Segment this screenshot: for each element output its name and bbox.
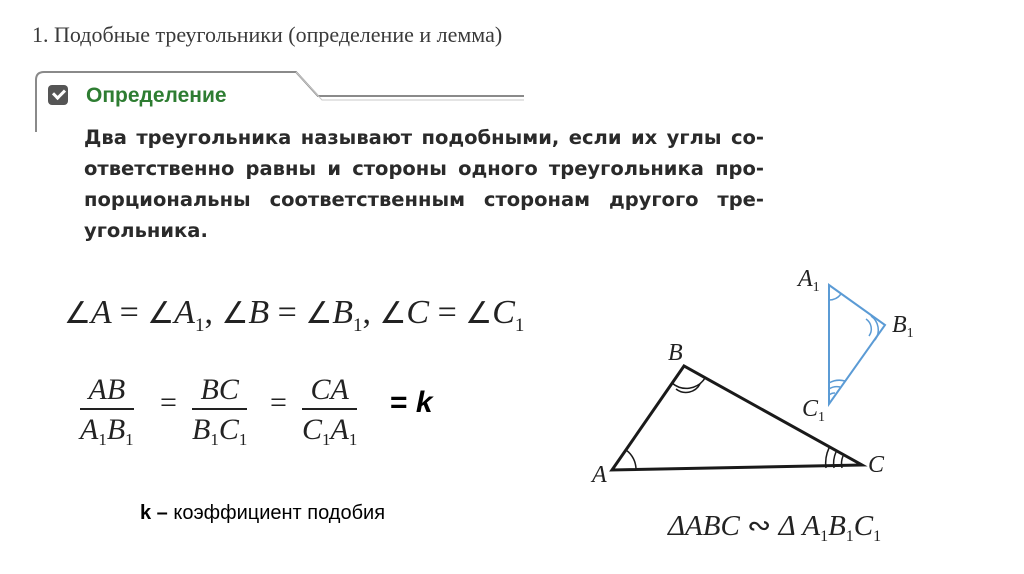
similarity-coefficient-equation: = k: [390, 386, 433, 419]
vertex-label-a1: $A_1$: [798, 266, 820, 295]
ratio-ca: $\frac{CA}{C_1A_1}$: [302, 373, 358, 449]
vertex-label-c: C: [868, 452, 885, 478]
definition-line: ответственно равны и стороны одного треугольника про-: [84, 157, 764, 180]
coefficient-note: k – коэффициент подобия: [140, 502, 386, 524]
vertex-label-b: B: [668, 340, 683, 366]
angle-equalities: ∠A = $\angle A_1$, ∠B = $\angle B_1$, ∠C = $\angle C_1$: [64, 294, 525, 336]
ratio-ab: $\frac{AB}{A_1B_1}$: [80, 373, 134, 449]
definition-line: порциональны соответственным сторонам другого тре-: [84, 188, 764, 211]
vertex-label-b1: $B_1$: [892, 312, 914, 341]
definition-line: угольника.: [84, 219, 208, 242]
ratio-bc: $\frac{BC}{B_1C_1}$: [192, 373, 248, 449]
vertex-label-a: A: [592, 462, 607, 488]
vertex-label-c1: $C_1$: [802, 396, 826, 425]
ratio-equals: =: [160, 386, 177, 419]
section-title: 1. Подобные треугольники (определение и лемма): [32, 22, 503, 47]
similarity-statement: ΔABC ∾ Δ $A_1B_1C_1$: [668, 510, 882, 545]
definition-line: Два треугольника называют подобными, если их углы со-: [84, 126, 764, 149]
definition-label: Определение: [86, 84, 227, 107]
ratio-equals: =: [270, 386, 287, 419]
